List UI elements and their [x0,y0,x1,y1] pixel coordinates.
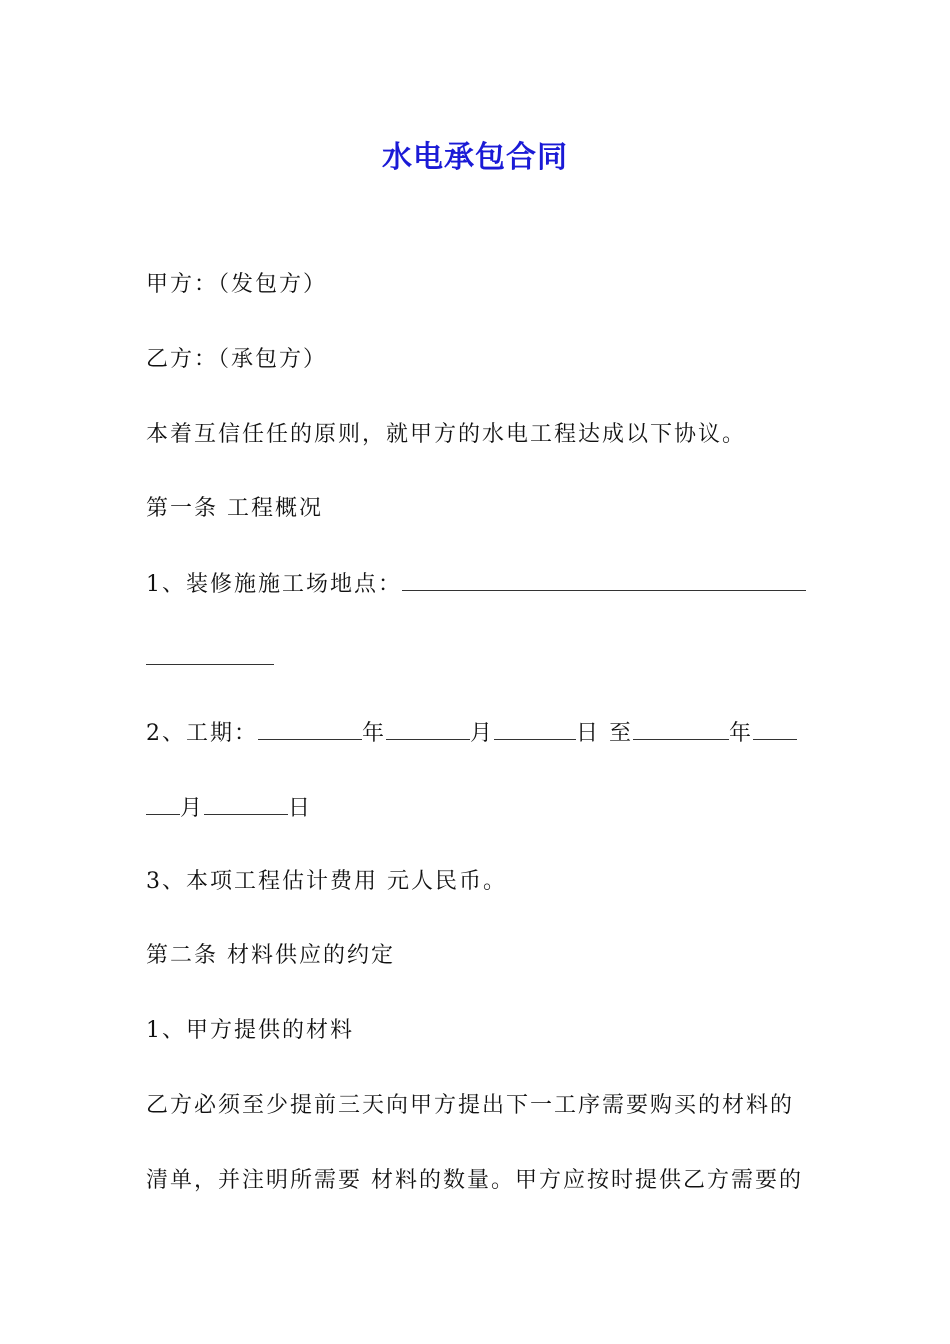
estimated-cost-line: 3、本项工程估计费用 元人民币。 [146,869,507,894]
site-location-blank[interactable] [402,568,806,591]
party-b-line: 乙方：（承包方） [146,347,328,372]
party-a-materials-item: 1、甲方提供的材料 [146,1018,354,1043]
site-location-blank-continued[interactable] [146,642,274,665]
party-a-line: 甲方：（发包方） [146,272,328,297]
end-month-unit: 月 [180,796,205,821]
site-location-continuation [146,642,274,674]
materials-paragraph-line-1: 乙方必须至少提前三天向甲方提出下一工序需要购买的材料的 [146,1093,795,1118]
intro-paragraph: 本着互信任任的原则，就甲方的水电工程达成以下协议。 [146,422,747,447]
start-year-blank[interactable] [258,717,362,740]
start-day-blank[interactable] [494,717,576,740]
document-title: 水电承包合同 [382,140,568,175]
end-year-blank[interactable] [633,717,729,740]
end-day-blank[interactable] [204,792,288,815]
start-month-blank[interactable] [386,717,470,740]
work-period-line [146,717,797,749]
article-1-heading: 第一条 工程概况 [146,496,323,521]
work-period-label: 2、工期： [146,721,258,746]
start-year-unit: 年 [362,721,387,746]
end-year-unit: 年 [729,721,754,746]
end-month-blank[interactable] [753,717,797,740]
site-location-line [146,568,806,600]
article-2-heading: 第二条 材料供应的约定 [146,943,395,968]
materials-paragraph-line-2: 清单，并注明所需要 材料的数量。甲方应按时提供乙方需要的 [146,1168,803,1193]
end-month-blank-continued[interactable] [146,792,180,815]
start-day-unit: 日 至 [576,721,634,746]
work-period-continuation [146,792,312,824]
end-day-unit: 日 [288,796,313,821]
site-location-label: 1、装修施施工场地点： [146,572,402,597]
start-month-unit: 月 [470,721,495,746]
